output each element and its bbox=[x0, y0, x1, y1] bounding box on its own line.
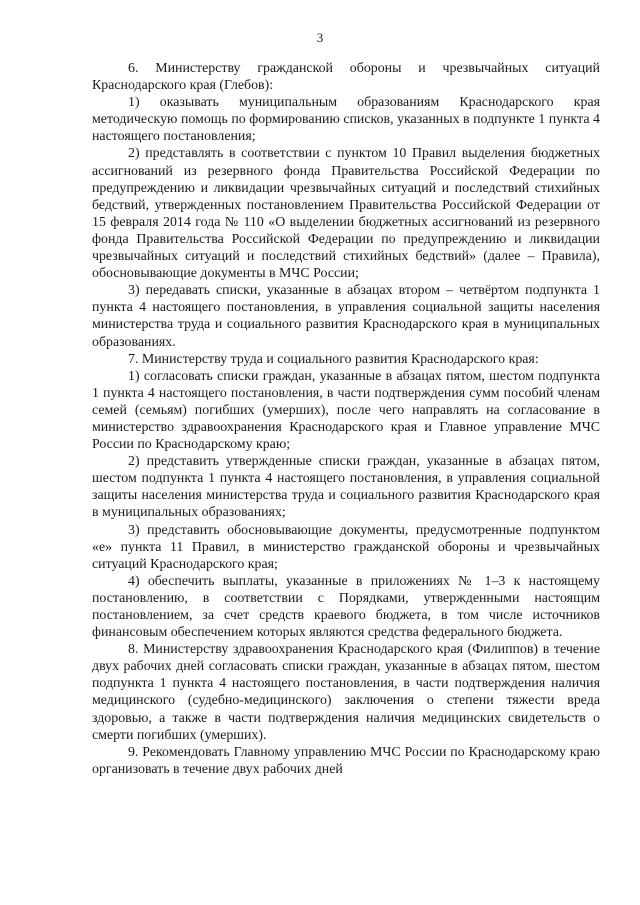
paragraph-6-item-1: 1) оказывать муниципальным образованиям Краснодарского края методическую помощь по формированию списков, указанных в подпункте 1 пункта 4 настоящего постановления; bbox=[92, 95, 600, 145]
paragraph-6-item-2: 2) представлять в соответствии с пунктом 10 Правил выделения бюджетных ассигнований из резервного фонда Правительства Российской Федерации по предупреждению и ликвидации чрезвычайных ситуаций и последствий стихийных бедствий, утвержденных постановлением Правительства Российской Федерации от 15 февраля 2014 года № 110 «О выделении бюджетных ассигнований из резервного фонда Правительства Российской Федерации по предупреждению и ликвидации чрезвычайных ситуаций и последствий стихийных бедствий» (далее – Правила), обосновывающие документы в МЧС России; bbox=[92, 146, 600, 282]
paragraph-9: 9. Рекомендовать Главному управлению МЧС России по Краснодарскому краю организовать в течение двух рабочих дней bbox=[92, 744, 600, 777]
paragraph-7-item-2: 2) представить утвержденные списки граждан, указанные в абзацах пятом, шестом подпункта 1 пункта 4 настоящего постановления, в управления социальной защиты населения министерства труда и социального развития Краснодарского края в муниципальных образованиях; bbox=[92, 454, 600, 521]
paragraph-8: 8. Министерству здравоохранения Краснодарского края (Филиппов) в течение двух рабочих дней согласовать списки граждан, указанные в абзацах пятом, шестом подпункта 1 пункта 4 настоящего постановления, в части подтверждения наличия медицинского (судебно-медицинского) заключения о степени тяжести вреда здоровью, а также в части подтверждения наличия медицинских свидетельств о смерти погибших (умерших). bbox=[92, 642, 600, 743]
paragraph-6-item-3: 3) передавать списки, указанные в абзацах втором – четвёртом подпункта 1 пункта 4 настоящего постановления, в управления социальной защиты населения министерства труда и социального развития Краснодарского края в муниципальных образованиях. bbox=[92, 283, 600, 350]
paragraph-7-item-1: 1) согласовать списки граждан, указанные в абзацах пятом, шестом подпункта 1 пункта 4 настоящего постановления, в части подтверждения сумм пособий членам семей (семьям) погибших (умерших), после чего направлять на согласование в министерство здравоохранения Краснодарского края и Главное управление МЧС России по Краснодарскому краю; bbox=[92, 368, 600, 453]
page-number: 3 bbox=[316, 30, 324, 45]
paragraph-6-intro: 6. Министерству гражданской обороны и чрезвычайных ситуаций Краснодарского края (Глебов): bbox=[92, 61, 600, 94]
paragraph-7-item-4: 4) обеспечить выплаты, указанные в приложениях № 1–3 к настоящему постановлению, в соответствии с Порядками, утвержденными настоящим постановлением, за счет средств краевого бюджета, в том числе источников финансовым обеспечением которых являются средства федерального бюджета. bbox=[92, 573, 600, 641]
paragraph-7-item-3: 3) представить обосновывающие документы, предусмотренные подпунктом «е» пункта 11 Правил, в министерство гражданской обороны и чрезвычайных ситуаций Краснодарского края; bbox=[92, 522, 600, 572]
paragraph-7-intro: 7. Министерству труда и социального развития Краснодарского края: bbox=[128, 351, 539, 367]
